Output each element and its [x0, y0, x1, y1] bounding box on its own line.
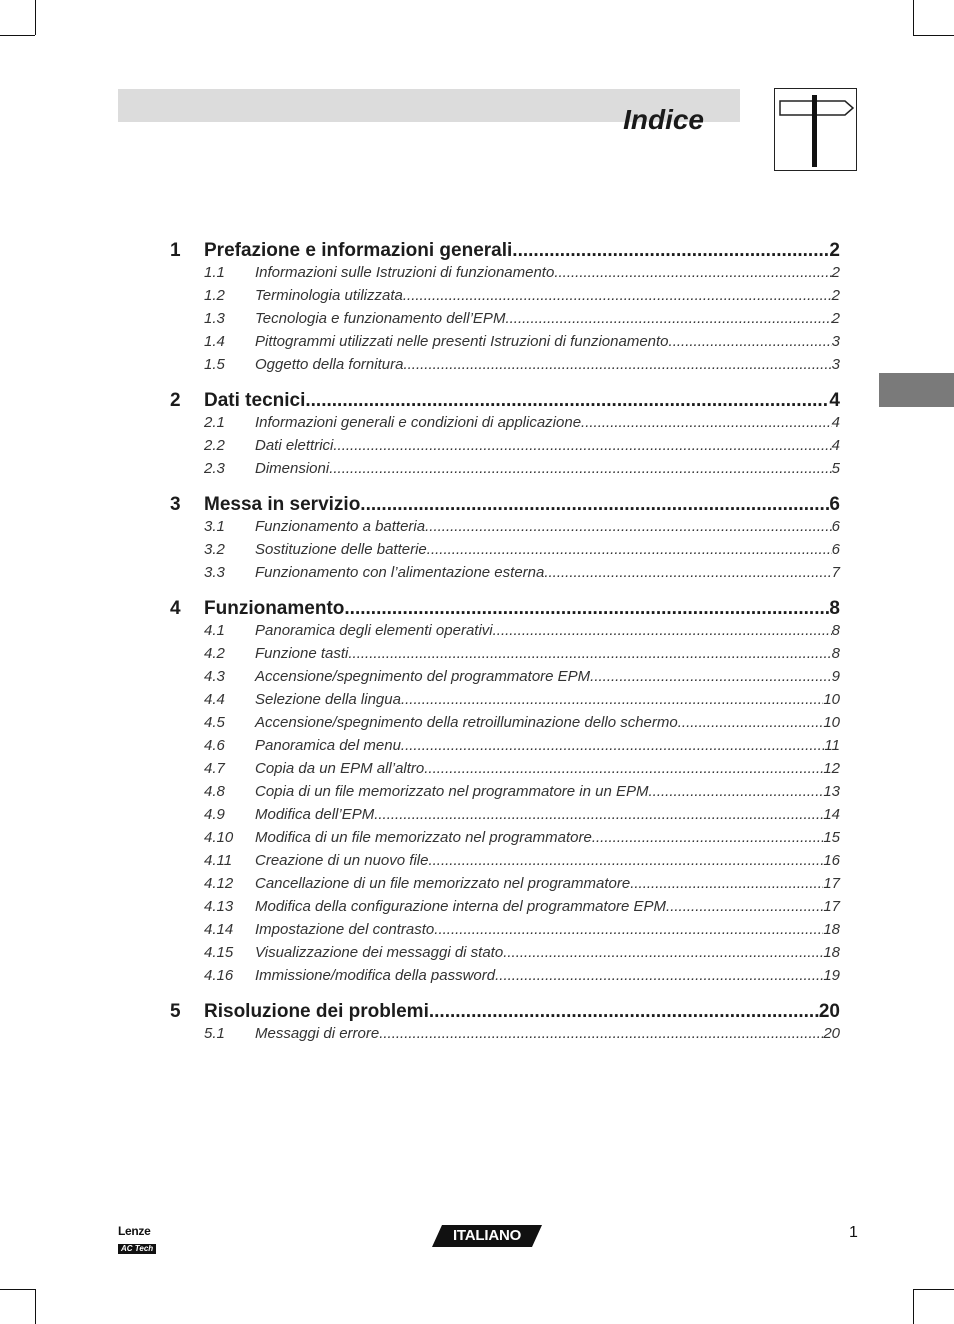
- section-title: Sostituzione delle batterie: [255, 541, 427, 558]
- dot-leader: [428, 852, 823, 869]
- dot-leader: [669, 333, 832, 350]
- section-page: 3: [831, 333, 840, 350]
- crop-mark: [913, 1289, 914, 1324]
- toc-section-row[interactable]: [170, 333, 840, 356]
- crop-mark: [913, 0, 914, 35]
- section-number: 4.11: [204, 852, 233, 869]
- section-title: Copia da un EPM all’altro: [255, 760, 425, 777]
- section-page: 20: [823, 1025, 840, 1042]
- section-page: 6: [831, 541, 840, 558]
- chapter-number: 5: [170, 1001, 181, 1022]
- toc-section-row[interactable]: [170, 310, 840, 333]
- toc-section-row[interactable]: [170, 852, 840, 875]
- dot-leader: [554, 264, 831, 281]
- section-number: 2.3: [204, 460, 225, 477]
- section-title: Selezione della lingua: [255, 691, 401, 708]
- section-title: Cancellazione di un file memorizzato nel programmatore: [255, 875, 631, 892]
- section-title: Modifica dell’EPM: [255, 806, 375, 823]
- section-title: Funzionamento a batteria: [255, 518, 426, 535]
- signpost-icon-box: [774, 88, 857, 171]
- dot-leader: [544, 564, 831, 581]
- toc-section-row[interactable]: [170, 287, 840, 310]
- toc-chapter: [170, 494, 840, 587]
- logo-sub: AC Tech: [118, 1244, 156, 1254]
- section-title: Modifica di un file memorizzato nel programmatore: [255, 829, 592, 846]
- section-number: 4.5: [204, 714, 225, 731]
- section-title: Visualizzazione dei messaggi di stato: [255, 944, 504, 961]
- dot-leader: [590, 668, 831, 685]
- dot-leader: [592, 829, 824, 846]
- crop-mark: [913, 1289, 954, 1290]
- section-title: Funzione tasti: [255, 645, 349, 662]
- lenze-logo: [118, 1225, 158, 1256]
- chapter-page: 6: [829, 494, 840, 515]
- toc-section-row[interactable]: [170, 875, 840, 898]
- section-number: 4.3: [204, 668, 225, 685]
- page-number: 1: [849, 1224, 858, 1241]
- dot-leader: [401, 737, 825, 754]
- section-page: 8: [831, 622, 840, 639]
- chapter-number: 2: [170, 390, 181, 411]
- toc-section-row[interactable]: [170, 356, 840, 379]
- dot-leader: [424, 760, 823, 777]
- dot-leader: [403, 287, 832, 304]
- toc-chapter-row[interactable]: [170, 240, 840, 264]
- section-page: 10: [823, 714, 840, 731]
- chapter-title: Messa in servizio: [204, 494, 361, 515]
- chapter-page: 2: [829, 240, 840, 261]
- section-title: Panoramica degli elementi operativi: [255, 622, 493, 639]
- chapter-title: Prefazione e informazioni generali: [204, 240, 513, 261]
- section-page: 15: [823, 829, 840, 846]
- section-page: 13: [823, 783, 840, 800]
- section-number: 4.6: [204, 737, 225, 754]
- dot-leader: [505, 310, 831, 327]
- dot-leader: [333, 437, 831, 454]
- section-title: Oggetto della fornitura: [255, 356, 404, 373]
- dot-leader: [427, 541, 832, 558]
- section-number: 4.10: [204, 829, 234, 846]
- section-number: 1.5: [204, 356, 225, 373]
- section-title: Accensione/spegnimento della retroilluminazione dello schermo: [255, 714, 678, 731]
- dot-leader: [678, 714, 824, 731]
- dot-leader: [425, 518, 832, 535]
- section-title: Informazioni sulle Istruzioni di funzionamento: [255, 264, 555, 281]
- section-page: 7: [831, 564, 840, 581]
- section-page: 2: [831, 264, 840, 281]
- crop-mark: [35, 0, 36, 35]
- crop-mark: [35, 1289, 36, 1324]
- section-page: 3: [831, 356, 840, 373]
- toc-chapter: [170, 240, 840, 379]
- section-number: 1.4: [204, 333, 225, 350]
- section-title: Pittogrammi utilizzati nelle presenti Istruzioni di funzionamento: [255, 333, 669, 350]
- toc-section-row[interactable]: [170, 437, 840, 460]
- section-number: 3.3: [204, 564, 225, 581]
- toc-section-row[interactable]: [170, 460, 840, 483]
- section-number: 4.14: [204, 921, 234, 938]
- toc-chapter: [170, 390, 840, 483]
- toc-section-row[interactable]: [170, 541, 840, 564]
- dot-leader: [503, 944, 823, 961]
- section-page: 9: [831, 668, 840, 685]
- section-page: 2: [831, 310, 840, 327]
- dot-leader: [512, 240, 829, 262]
- chapter-page: 20: [818, 1001, 840, 1022]
- toc-section-row[interactable]: [170, 691, 840, 714]
- section-title: Immissione/modifica della password: [255, 967, 496, 984]
- dot-leader: [360, 494, 829, 516]
- page-title: Indice: [623, 104, 704, 135]
- dot-leader: [493, 622, 832, 639]
- toc-chapter-row[interactable]: [170, 1001, 840, 1025]
- toc-section-row[interactable]: [170, 967, 840, 990]
- dot-leader: [630, 875, 823, 892]
- table-of-contents: [170, 240, 840, 1059]
- section-number: 4.12: [204, 875, 234, 892]
- section-number: 4.7: [204, 760, 225, 777]
- section-title: Panoramica del menu: [255, 737, 401, 754]
- toc-section-row[interactable]: [170, 622, 840, 645]
- dot-leader: [374, 806, 823, 823]
- section-title: Tecnologia e funzionamento dell’EPM: [255, 310, 506, 327]
- toc-chapter-row[interactable]: [170, 598, 840, 622]
- toc-chapter-row[interactable]: [170, 494, 840, 518]
- signpost-icon: [775, 89, 855, 169]
- chapter-title: Dati tecnici: [204, 390, 306, 411]
- section-number: 1.1: [204, 264, 225, 281]
- dot-leader: [403, 356, 831, 373]
- section-number: 3.2: [204, 541, 225, 558]
- toc-section-row[interactable]: [170, 414, 840, 437]
- section-number: 1.2: [204, 287, 225, 304]
- chapter-title: Risoluzione dei problemi: [204, 1001, 429, 1022]
- language-badge: [432, 1225, 542, 1247]
- toc-chapter: [170, 598, 840, 990]
- section-page: 11: [824, 737, 840, 754]
- section-number: 4.1: [204, 622, 225, 639]
- chapter-number: 4: [170, 598, 181, 619]
- section-title: Terminologia utilizzata: [255, 287, 403, 304]
- section-page: 18: [823, 944, 840, 961]
- dot-leader: [649, 783, 824, 800]
- dot-leader: [329, 460, 831, 477]
- section-page: 5: [831, 460, 840, 477]
- chapter-page: 8: [829, 598, 840, 619]
- section-page: 14: [823, 806, 840, 823]
- toc-section-row[interactable]: [170, 898, 840, 921]
- dot-leader: [344, 598, 829, 620]
- toc-section-row[interactable]: [170, 1025, 840, 1048]
- section-number: 4.2: [204, 645, 225, 662]
- section-page: 8: [831, 645, 840, 662]
- dot-leader: [379, 1025, 823, 1042]
- section-title: Impostazione del contrasto: [255, 921, 435, 938]
- section-title: Accensione/spegnimento del programmatore EPM: [255, 668, 591, 685]
- logo-brand: Lenze: [118, 1224, 151, 1238]
- dot-leader: [401, 691, 823, 708]
- chapter-side-tab: [879, 373, 954, 407]
- section-page: 4: [831, 437, 840, 454]
- section-title: Messaggi di errore: [255, 1025, 380, 1042]
- section-title: Dimensioni: [255, 460, 330, 477]
- toc-section-row[interactable]: [170, 714, 840, 737]
- crop-mark: [0, 1289, 35, 1290]
- dot-leader: [305, 390, 829, 412]
- section-title: Creazione di un nuovo file: [255, 852, 429, 869]
- chapter-title: Funzionamento: [204, 598, 345, 619]
- section-page: 12: [823, 760, 840, 777]
- section-page: 16: [823, 852, 840, 869]
- toc-section-row[interactable]: [170, 921, 840, 944]
- toc-section-row[interactable]: [170, 737, 840, 760]
- section-title: Dati elettrici: [255, 437, 334, 454]
- section-number: 1.3: [204, 310, 225, 327]
- section-number: 4.8: [204, 783, 225, 800]
- toc-section-row[interactable]: [170, 645, 840, 668]
- section-number: 4.13: [204, 898, 234, 915]
- section-number: 2.1: [204, 414, 225, 431]
- dot-leader: [666, 898, 823, 915]
- section-title: Modifica della configurazione interna del programmatore EPM: [255, 898, 667, 915]
- toc-section-row[interactable]: [170, 668, 840, 691]
- section-number: 4.4: [204, 691, 225, 708]
- dot-leader: [429, 1001, 819, 1023]
- section-title: Funzionamento con l’alimentazione esterna: [255, 564, 545, 581]
- toc-section-row[interactable]: [170, 829, 840, 852]
- toc-section-row[interactable]: [170, 760, 840, 783]
- section-page: 4: [831, 414, 840, 431]
- section-page: 6: [831, 518, 840, 535]
- section-number: 4.16: [204, 967, 234, 984]
- dot-leader: [434, 921, 823, 938]
- section-page: 10: [823, 691, 840, 708]
- toc-section-row[interactable]: [170, 944, 840, 967]
- section-page: 19: [823, 967, 840, 984]
- section-number: 3.1: [204, 518, 225, 535]
- toc-chapter-row[interactable]: [170, 390, 840, 414]
- dot-leader: [581, 414, 832, 431]
- section-page: 17: [823, 898, 840, 915]
- section-number: 2.2: [204, 437, 225, 454]
- toc-section-row[interactable]: [170, 518, 840, 541]
- chapter-page: 4: [829, 390, 840, 411]
- section-page: 18: [823, 921, 840, 938]
- section-page: 2: [831, 287, 840, 304]
- toc-section-row[interactable]: [170, 806, 840, 829]
- section-title: Informazioni generali e condizioni di applicazione: [255, 414, 582, 431]
- section-number: 4.15: [204, 944, 234, 961]
- chapter-number: 3: [170, 494, 181, 515]
- dot-leader: [348, 645, 831, 662]
- section-title: Copia di un file memorizzato nel programmatore in un EPM: [255, 783, 649, 800]
- crop-mark: [913, 35, 954, 36]
- dot-leader: [495, 967, 823, 984]
- section-number: 5.1: [204, 1025, 225, 1042]
- toc-section-row[interactable]: [170, 564, 840, 587]
- language-label: ITALIANO: [452, 1227, 522, 1244]
- chapter-number: 1: [170, 240, 181, 261]
- crop-mark: [0, 35, 35, 36]
- toc-chapter: [170, 1001, 840, 1048]
- toc-section-row[interactable]: [170, 783, 840, 806]
- toc-section-row[interactable]: [170, 264, 840, 287]
- section-page: 17: [823, 875, 840, 892]
- section-number: 4.9: [204, 806, 225, 823]
